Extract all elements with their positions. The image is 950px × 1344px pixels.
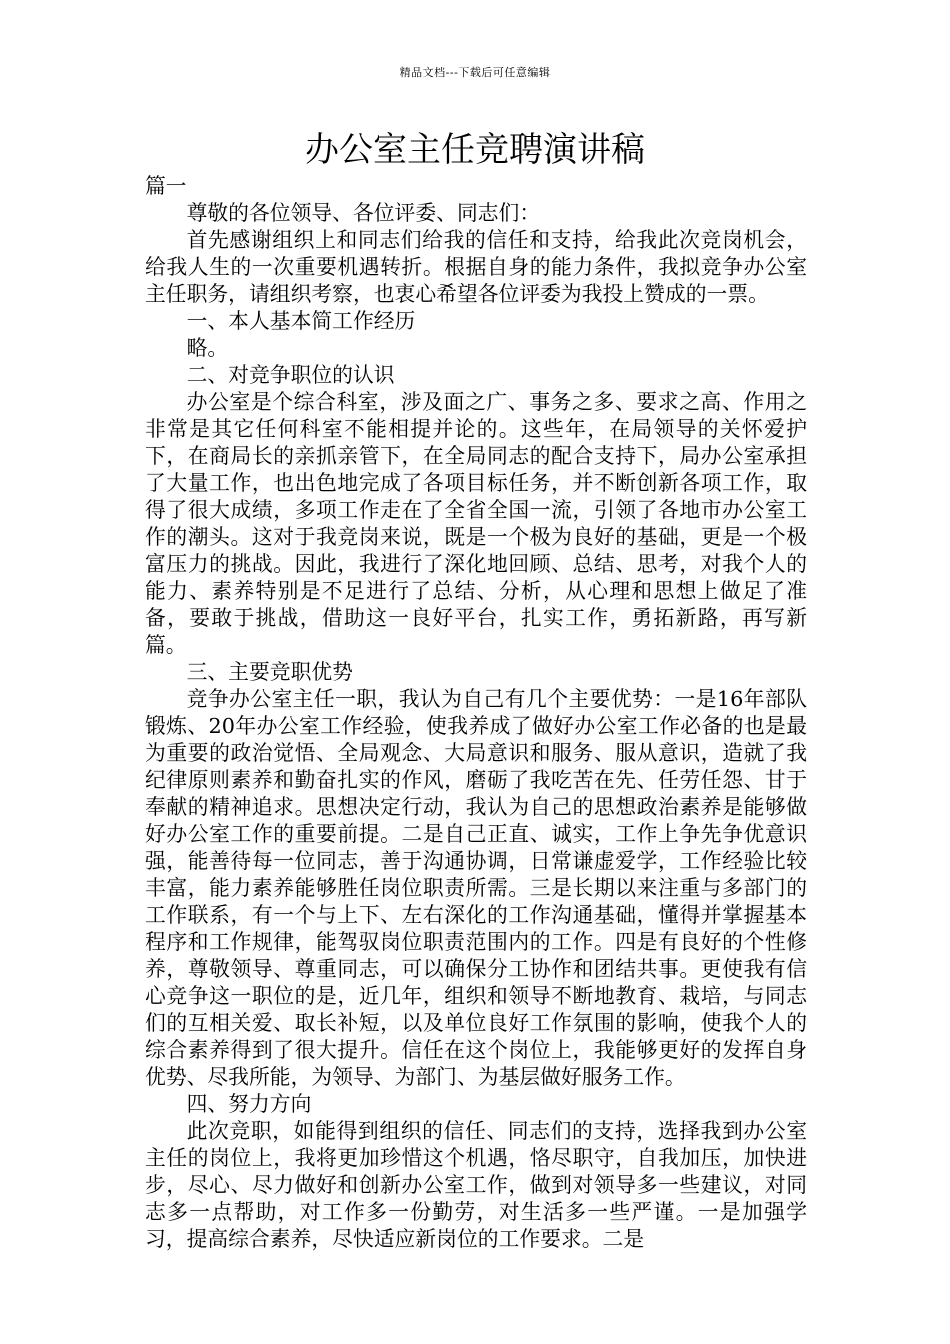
paragraph-intro: 首先感谢组织上和同志们给我的信任和支持，给我此次竞岗机会，给我人生的一次重要机遇转折。根据自身的能力条件，我拟竞争办公室主任职务，请组织考察，也衷心希望各位评委为我投上赞成的一票。 <box>145 228 807 306</box>
heading-advantages: 三、主要竞职优势 <box>186 660 353 684</box>
heading-work-experience: 一、本人基本简工作经历 <box>186 309 416 333</box>
header-note: 精品文档---下载后可任意编辑 <box>399 66 551 79</box>
document-body <box>145 173 807 1253</box>
section-label: 篇一 <box>145 174 187 198</box>
paragraph-advantages: 竞争办公室主任一职，我认为自己有几个主要优势：一是16年部队锻炼、20年办公室工作经验，使我养成了做好办公室工作必备的也是最为重要的政治觉悟、全局观念、大局意识和服务、服从意识，造就了我纪律原则素养和勤奋扎实的作风，磨砺了我吃苦在先、任劳任怨、甘于奉献的精神追求。思想决定行动，我认为自己的思想政治素养是能够做好办公室工作的重要前提。二是自己正直、诚实，工作上争先争优意识强，能善待每一位同志，善于沟通协调，日常谦虚爱学，工作经验比较丰富，能力素养能够胜任岗位职责所需。三是长期以来注重与多部门的工作联系，有一个与上下、左右深化的工作沟通基础，懂得并掌握基本程序和工作规律，能驾驭岗位职责范围内的工作。四是有良好的个性修养，尊敬领导、尊重同志，可以确保分工协作和团结共事。更使我有信心竞争这一职位的是，近几年，组织和领导不断地教育、栽培，与同志们的互相关爱、取长补短，以及单位良好工作氛围的影响，使我个人的综合素养得到了很大提升。信任在这个岗位上，我能够更好的发挥自身优势、尽我所能，为领导、为部门、为基层做好服务工作。 <box>145 687 807 1089</box>
paragraph-direction: 此次竞职，如能得到组织的信任、同志们的支持，选择我到办公室主任的岗位上，我将更加珍惜这个机遇，恪尽职守，自我加压，加快进步，尽心、尽力做好和创新办公室工作，做到对领导多一些建议，对同志多一点帮助，对工作多一份勤劳，对生活多一些严谨。一是加强学习，提高综合素养，尽快适应新岗位的工作要求。二是 <box>145 1119 807 1251</box>
paragraph-salutation: 尊敬的各位领导、各位评委、同志们： <box>186 201 541 225</box>
paragraph-omitted: 略。 <box>186 336 229 360</box>
document-title: 办公室主任竞聘演讲稿 <box>305 130 645 170</box>
heading-position-understanding: 二、对竞争职位的认识 <box>186 363 395 387</box>
paragraph-position-understanding: 办公室是个综合科室，涉及面之广、事务之多、要求之高、作用之非常是其它任何科室不能相提并论的。这些年，在局领导的关怀爱护下，在商局长的亲抓亲管下，在全局同志的配合支持下，局办公室承担了大量工作，也出色地完成了各项目标任务，并不断创新各项工作，取得了很大成绩，多项工作走在了全省全国一流，引领了各地市办公室工作的潮头。这对于我竞岗来说，既是一个极为良好的基础，更是一个极富压力的挑战。因此，我进行了深化地回顾、总结、思考，对我个人的能力、素养特别是不足进行了总结、分析，从心理和思想上做足了准备，要敢于挑战，借助这一良好平台，扎实工作，勇拓新路，再写新篇。 <box>145 390 807 657</box>
heading-direction: 四、努力方向 <box>186 1092 312 1116</box>
